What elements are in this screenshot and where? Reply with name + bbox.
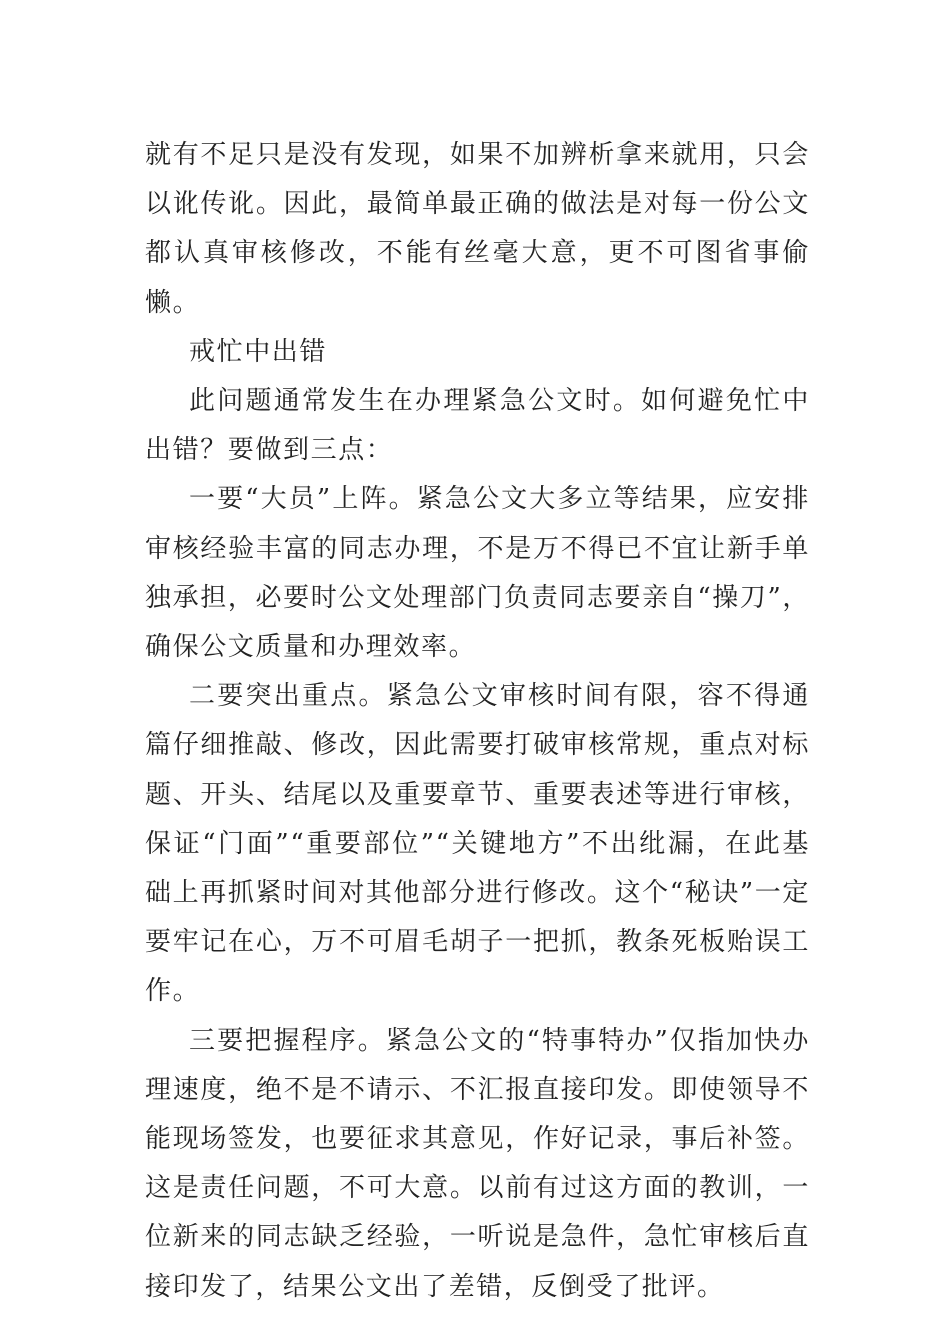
paragraph-intro: 此问题通常发生在办理紧急公文时。如何避免忙中出错？要做到三点：	[145, 386, 810, 466]
paragraph-point-three: 三要把握程序。紧急公文的“特事特办”仅指加快办理速度，绝不是不请示、不汇报直接印发。即使领导不能现场签发，也要征求其意见，作好记录，事后补签。这是责任问题，不可大意。以前有过这方面的教训，一位新来的同志缺乏经验，一听说是急件，急忙审核后直接印发了，结果公文出了差错，反倒受了批评。	[145, 1025, 810, 1302]
paragraph-point-two: 二要突出重点。紧急公文审核时间有限，容不得通篇仔细推敲、修改，因此需要打破审核常规，重点对标题、开头、结尾以及重要章节、重要表述等进行审核，保证“门面”“重要部位”“关键地方”不出纰漏，在此基础上再抓紧时间对其他部分进行修改。这个“秘诀”一定要牢记在心，万不可眉毛胡子一把抓，教条死板贻误工作。	[145, 681, 810, 1007]
document-body	[145, 131, 810, 1312]
section-heading: 戒忙中出错	[189, 336, 328, 367]
paragraph-point-one: 一要“大员”上阵。紧急公文大多立等结果，应安排审核经验丰富的同志办理，不是万不得已不宜让新手单独承担，必要时公文处理部门负责同志要亲自“操刀”，确保公文质量和办理效率。	[145, 484, 810, 663]
paragraph-continuation: 就有不足只是没有发现，如果不加辨析拿来就用，只会以讹传讹。因此，最简单最正确的做法是对每一份公文都认真审核修改，不能有丝毫大意，更不可图省事偷懒。	[145, 140, 810, 318]
